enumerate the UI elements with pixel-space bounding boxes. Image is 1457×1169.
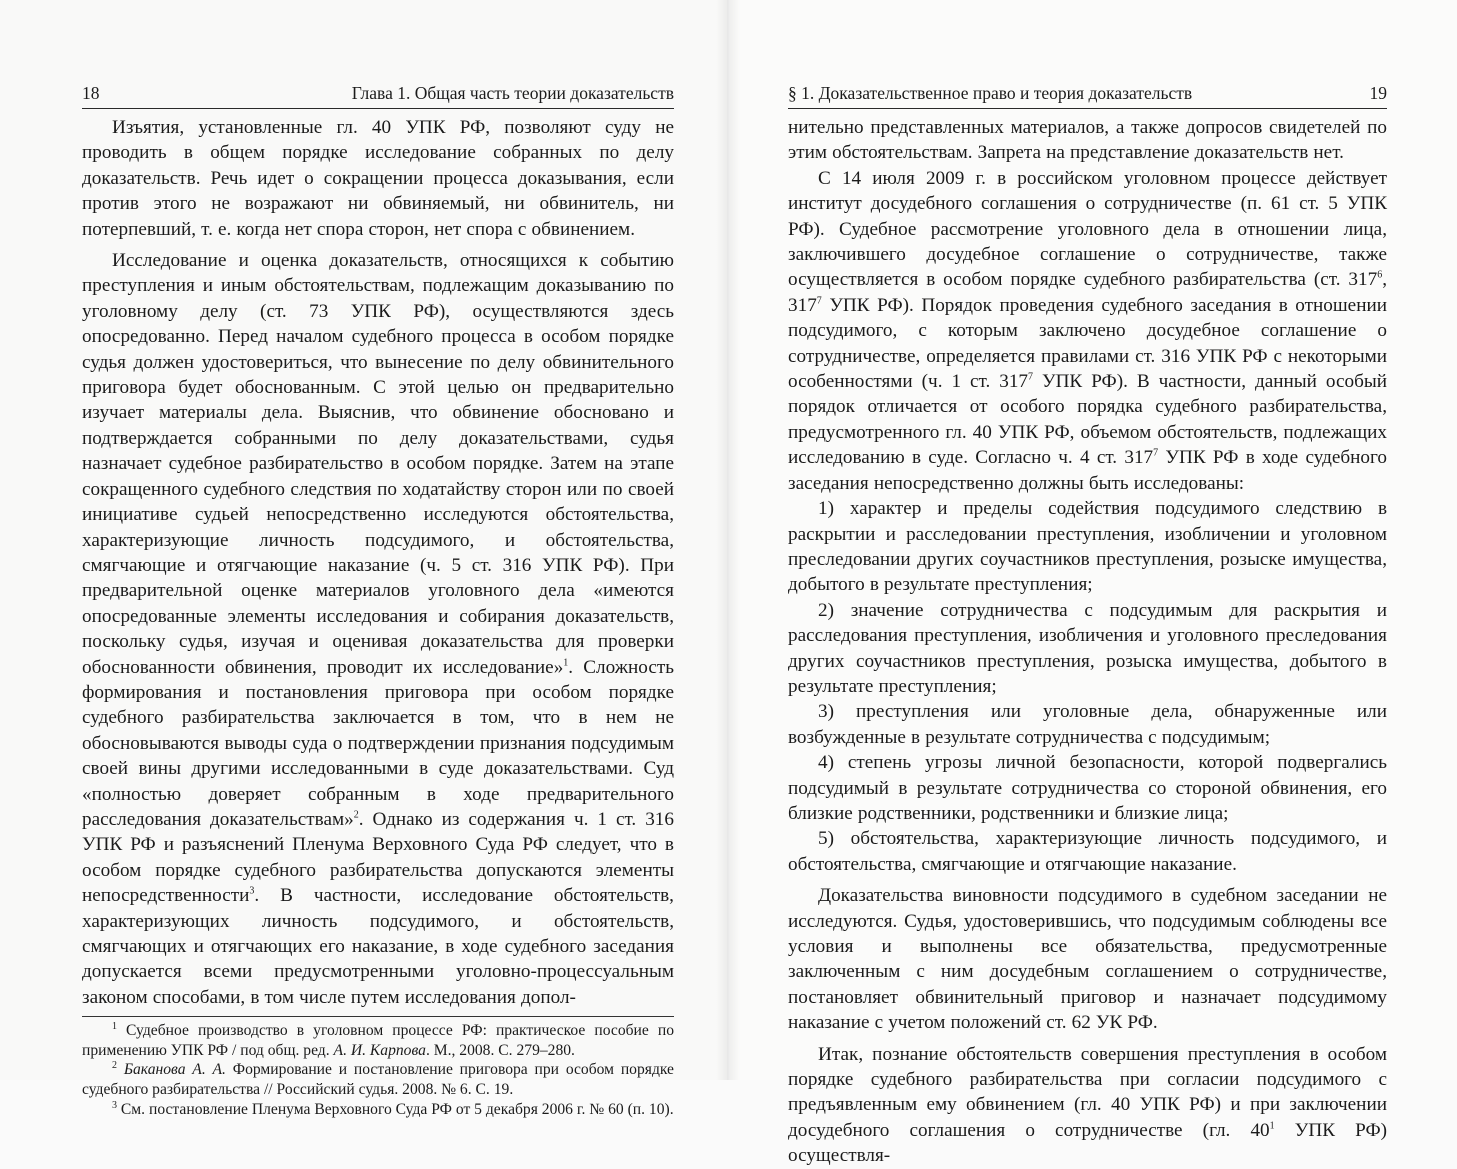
left-chapter-title: Глава 1. Общая часть теории доказательств <box>351 83 674 103</box>
list-item: 4) степень угрозы личной безопасности, которой подвергались подсудимый в результате сотрудничества со стороной обвинения, его близкие родственники, родственники и близкие лица; <box>788 752 1387 824</box>
footnote-2: $^2$ Баканова А. А. Формирование и постановление приговора при особом порядке судебного разбирательства // Российский судья. 2008. № 6. С. 19. <box>82 1060 674 1098</box>
left-page <box>0 0 728 1118</box>
list-item: 3) преступления или уголовные дела, обнаруженные или возбужденные в результате сотрудничества с подсудимым; <box>788 701 1387 748</box>
right-page <box>728 0 1457 1167</box>
paragraph: Исследование и оценка доказательств, относящихся к событию преступления и иным обстоятельствам, подлежащим доказыванию по уголовному делу (ст. 73 УПК РФ), осуществляются здесь опосредованно. Перед началом судебного процесса в особом порядке судья должен удостовериться, что вынесение по делу обвинительного приговора будет обоснованным. С этой целью он предварительно изучает материалы дела. Выяснив, что обвинение обосновано и подтверждается собранными по делу доказательствами, судья назначает судебное разбирательство в особом порядке. Затем на этапе сокращенного судебного следствия по ходатайству сторон или по своей инициативе судьей непосредственно исследуются обстоятельства, характеризующие личность подсудимого, и обстоятельства, смягчающие и отягчающие наказание (ч. 5 ст. 316 УПК РФ). При предварительной оценке материалов уголовного дела «имеются опосредованные элементы исследования и собирания доказательств, поскольку судья, изучая и оценивая доказательства для проверки обоснованности обвинения, проводит их исследование»$^1$. Сложность формирования и постановления приговора при особом порядке судебного разбирательства заключается в том, что в нем не обосновываются выводы суда о подтверждении признания подсудимым своей вины другими исследованными в суде доказательствами. Суд «полностью доверяет собранным в ходе предварительного расследования доказательствам»$^2$. Однако из содержания ч. 1 ст. 316 УПК РФ и разъяснений Пленума Верховного Суда РФ следует, что в особом порядке судебного разбирательства допускаются элементы непосредственности$^3$. В частности, исследование обстоятельств, характеризующих личность подсудимого, и обстоятельств, смягчающих и отягчающих его наказание, в ходе судебного заседания допускается всеми предусмотренными уголовно-процессуальным законом способами, в том числе путем исследования допол- <box>82 250 674 1008</box>
paragraph: Изъятия, установленные гл. 40 УПК РФ, позволяют суду не проводить в общем порядке исследование собранных по делу доказательств. Речь идет о сокращении процесса доказывания, если против этого не возражают ни обвиняемый, ни обвинитель, ни потерпевший, т. е. когда нет спора сторон, нет спора с обвинением. <box>82 117 674 240</box>
book-gutter-shadow <box>716 0 740 1080</box>
paragraph: Итак, познание обстоятельств совершения преступления в особом порядке судебного разбирательства при согласии подсудимого с предъявленным ему обвинением (гл. 40 УПК РФ) и при заключении досудебного соглашения о сотрудничестве (гл. $40^1$ УПК РФ) осуществля- <box>788 1043 1387 1167</box>
left-running-head <box>82 82 674 109</box>
paragraph: Доказательства виновности подсудимого в судебном заседании не исследуются. Судья, удостоверившись, что подсудимым соблюдены все условия и выполнены все обязательства, предусмотренные заключенным с ним досудебным соглашением о сотрудничестве, постановляет обвинительный приговор и назначает подсудимому наказание с учетом положений ст. 62 УК РФ. <box>788 885 1387 1034</box>
list-item: 5) обстоятельства, характеризующие личность подсудимого, и обстоятельства, смягчающие и отягчающие наказание. <box>788 828 1387 875</box>
left-body-text <box>82 115 674 1010</box>
footnotes <box>82 1016 674 1119</box>
right-running-head <box>788 82 1387 109</box>
footnote-3: $^3$ См. постановление Пленума Верховного Суда РФ от 5 декабря 2006 г. № 60 (п. 10). <box>112 1099 674 1118</box>
paragraph: нительно представленных материалов, а также допросов свидетелей по этим обстоятельствам. Запрета на представление доказательств нет. <box>788 117 1387 164</box>
paragraph: С 14 июля 2009 г. в российском уголовном процессе действует институт досудебного соглашения о сотрудничестве (п. 61 ст. 5 УПК РФ). Судебное рассмотрение уголовного дела в отношении лица, заключившего досудебное соглашение о сотрудничестве, также осуществляется в особом порядке судебного разбирательства (ст. $317^6$, $317^7$ УПК РФ). Порядок проведения судебного заседания в отношении подсудимого, с которым заключено досудебное соглашение о сотрудничестве, определяется правилами ст. 316 УПК РФ с некоторыми особенностями (ч. 1 ст. $317^7$ УПК РФ). В частности, данный особый порядок отличается от особого порядка судебного разбирательства, предусмотренного гл. 40 УПК РФ, объемом обстоятельств, подлежащих исследованию в суде. Согласно ч. 4 ст. $317^7$ УПК РФ в ходе судебного заседания непосредственно должны быть исследованы: <box>788 167 1387 494</box>
list-item: 2) значение сотрудничества с подсудимым для раскрытия и расследования преступления, изобличения и уголовного преследования других соучастников преступления, розыска имущества, добытого в результате преступления; <box>788 599 1387 697</box>
left-page-number: 18 <box>82 83 100 103</box>
right-section-title: § 1. Доказательственное право и теория доказательств <box>788 83 1193 103</box>
right-page-number: 19 <box>1369 83 1387 103</box>
right-body-text <box>788 115 1387 1169</box>
footnote-1: $^1$ Судебное производство в уголовном процессе РФ: практическое пособие по применению УПК РФ / под общ. ред. А. И. Карпова. М., 2008. С. 279–280. <box>82 1021 674 1059</box>
list-item: 1) характер и пределы содействия подсудимого следствию в раскрытии и расследовании преступления, изобличении и уголовном преследовании других соучастников преступления, розыске имущества, добытого в результате преступления; <box>788 498 1387 596</box>
